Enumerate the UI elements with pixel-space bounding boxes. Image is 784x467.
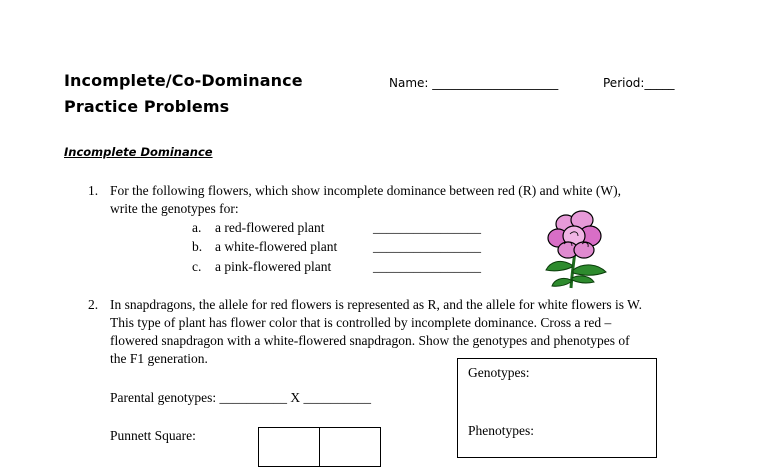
worksheet-title-line1: Incomplete/Co-Dominance bbox=[64, 71, 303, 90]
box-genotypes-label: Genotypes: bbox=[468, 365, 530, 380]
q2-number: 2. bbox=[88, 297, 99, 312]
q1-number: 1. bbox=[88, 183, 99, 198]
q1-item-text: a red-flowered plant bbox=[215, 220, 325, 235]
q1-item-text: a white-flowered plant bbox=[215, 239, 338, 254]
q1-item-blank: ________________ bbox=[373, 259, 481, 274]
q1-item-blank: ________________ bbox=[373, 239, 481, 254]
box-phenotypes-label: Phenotypes: bbox=[468, 423, 534, 438]
punnett-square-label: Punnett Square: bbox=[110, 428, 196, 443]
q1-item-text: a pink-flowered plant bbox=[215, 259, 332, 274]
punnett-square-grid bbox=[258, 427, 381, 467]
genotype-phenotype-box bbox=[457, 358, 657, 458]
name-field: Name: _____________________ bbox=[389, 76, 559, 90]
q1-text-line1: For the following flowers, which show incomplete dominance between red (R) and white (W), bbox=[110, 183, 621, 198]
q1-item-letter: b. bbox=[192, 239, 203, 254]
q1-item-blank: ________________ bbox=[373, 220, 481, 235]
q2-text-line3: flowered snapdragon with a white-flowered snapdragon. Show the genotypes and phenotypes of bbox=[110, 333, 630, 348]
flower-icon bbox=[544, 210, 610, 290]
q2-text-line4: the F1 generation. bbox=[110, 351, 208, 366]
q1-text-line2: write the genotypes for: bbox=[110, 201, 239, 216]
q1-item-letter: a. bbox=[192, 220, 202, 235]
q2-text-line1: In snapdragons, the allele for red flowers is represented as R, and the allele for white flowers is W. bbox=[110, 297, 642, 312]
q1-item-letter: c. bbox=[192, 259, 202, 274]
period-field: Period:_____ bbox=[603, 76, 675, 90]
punnett-divider bbox=[319, 428, 320, 466]
worksheet-title-line2: Practice Problems bbox=[64, 97, 230, 116]
q2-text-line2: This type of plant has flower color that is controlled by incomplete dominance. Cross a red – bbox=[110, 315, 612, 330]
section-heading-incomplete-dominance: Incomplete Dominance bbox=[64, 145, 213, 159]
parental-genotypes-line: Parental genotypes: __________ X __________ bbox=[110, 390, 371, 405]
